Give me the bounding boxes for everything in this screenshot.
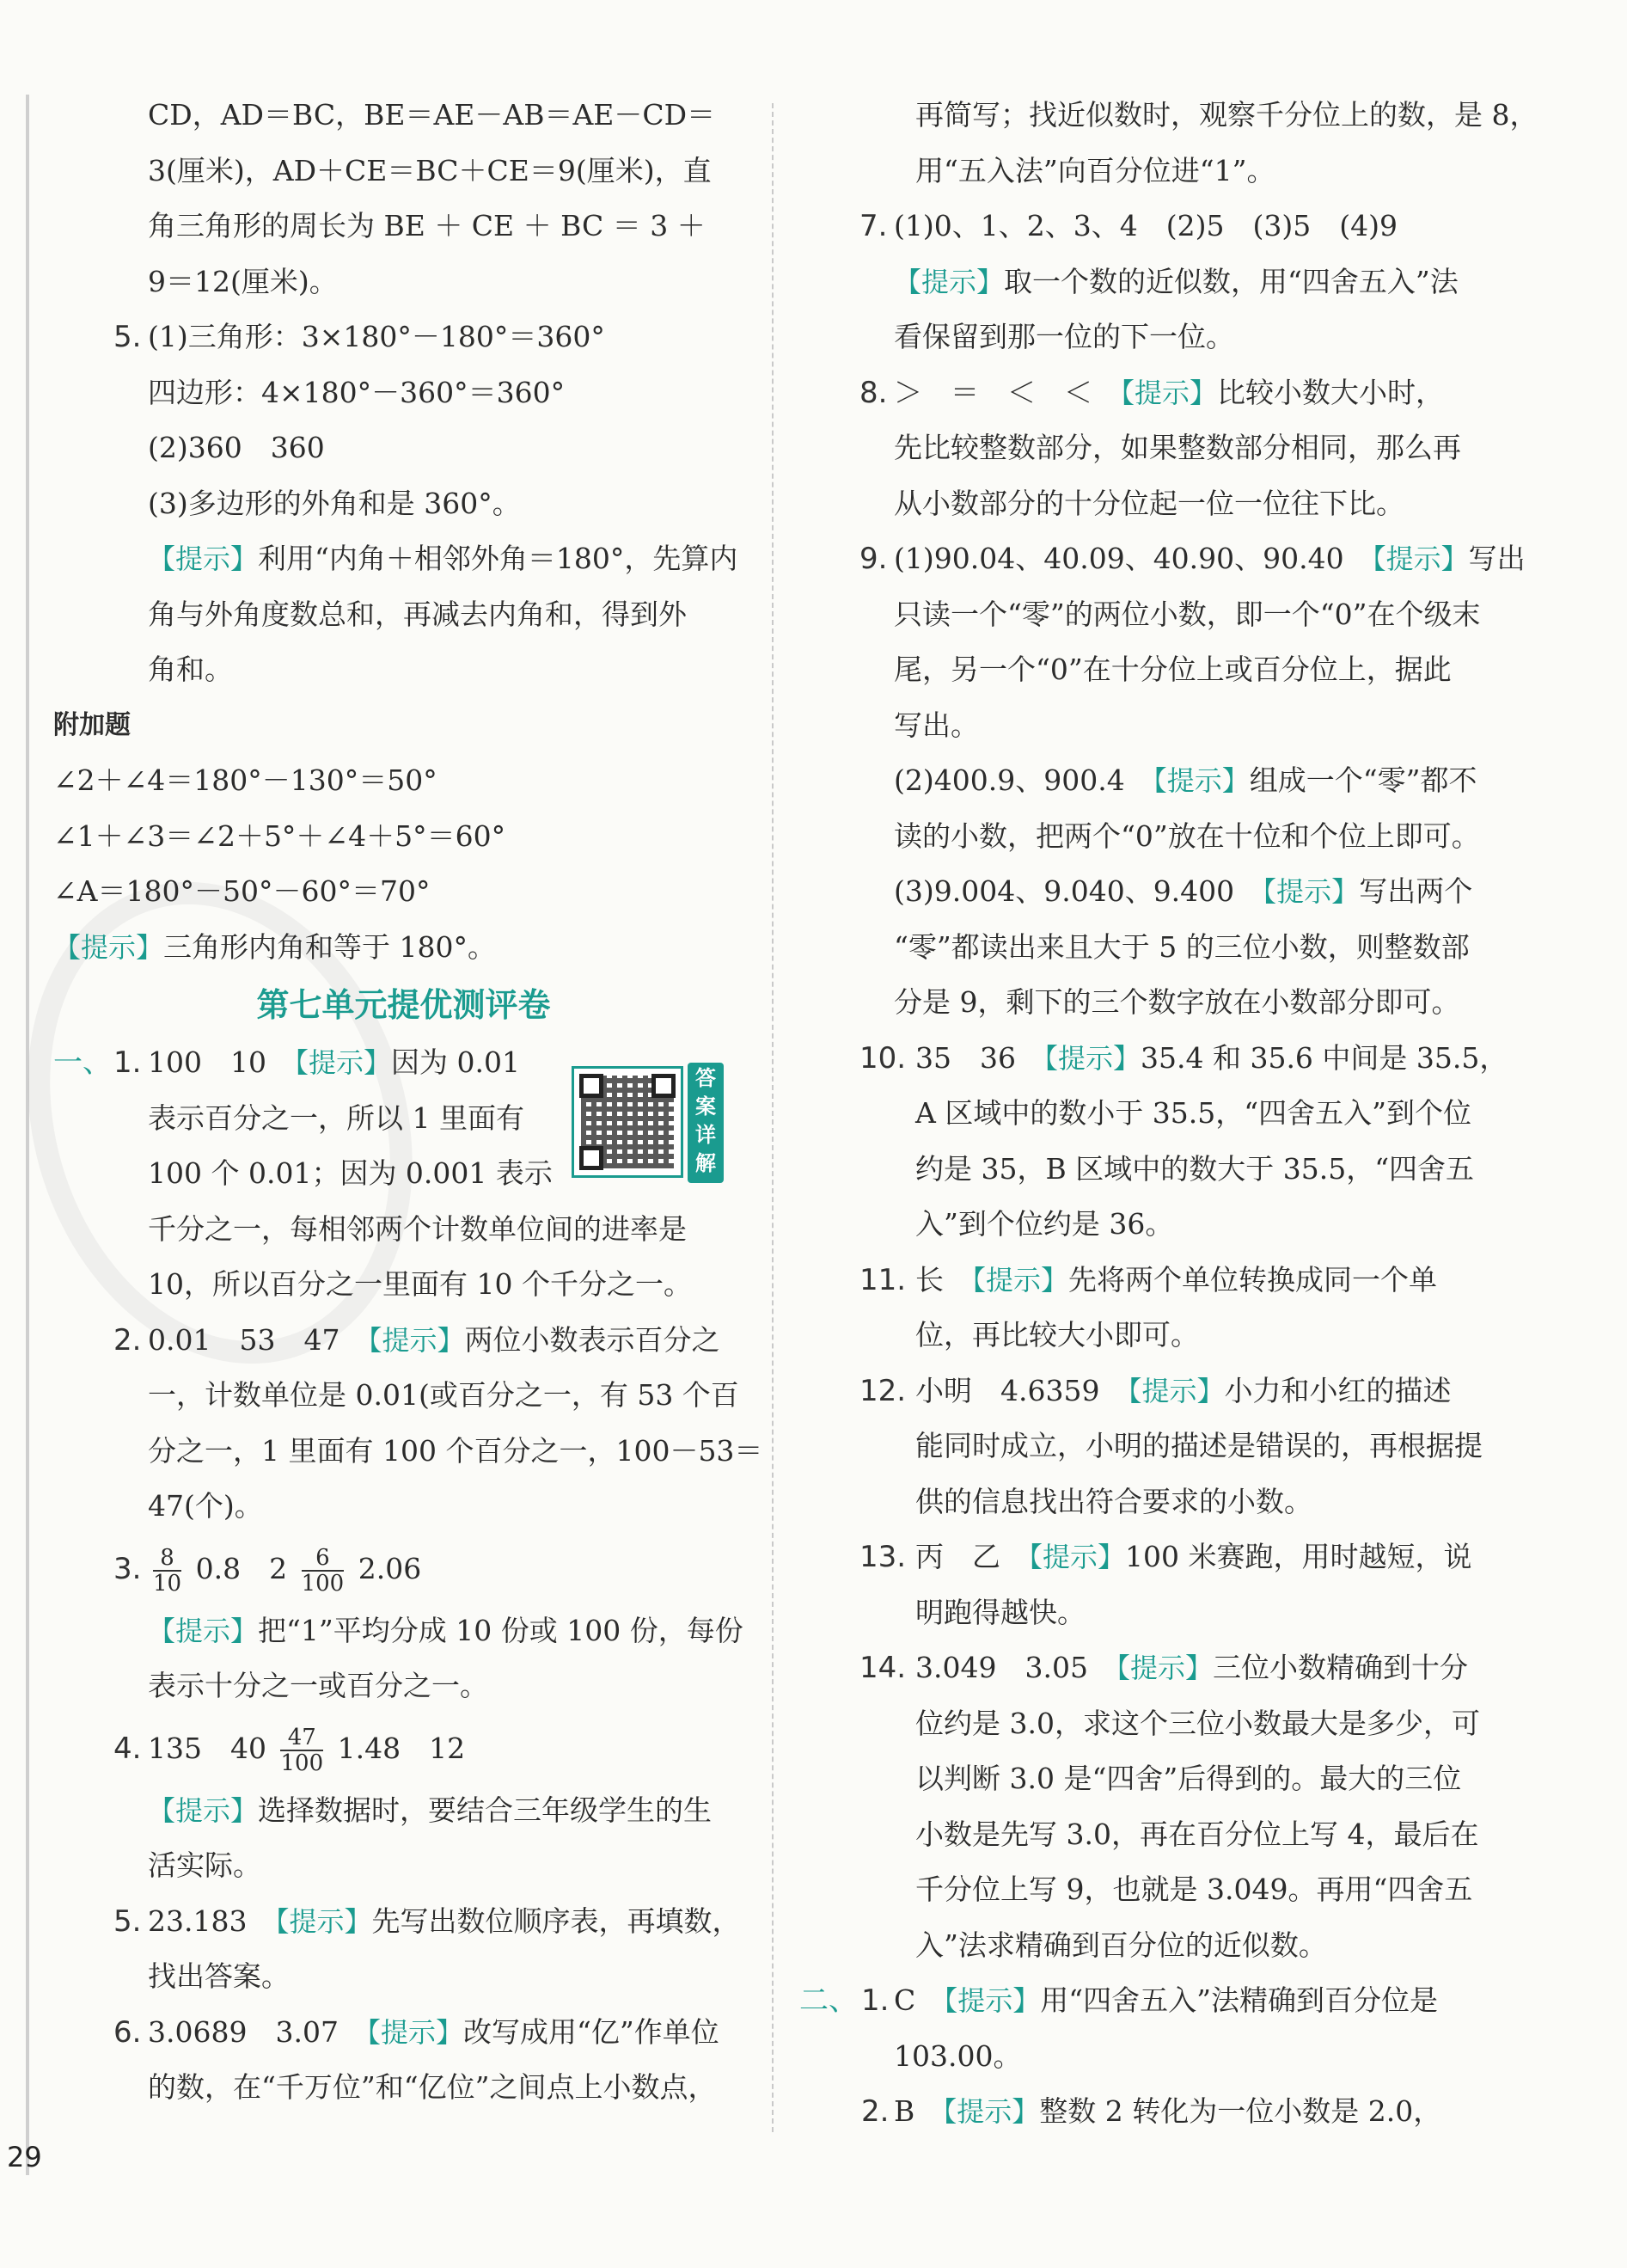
text-line: 的数，在“千万位”和“亿位”之间点上小数点， (148, 2070, 717, 2104)
hint-label: 【提示】 (944, 1984, 1041, 2017)
hint-text: 两位小数表示百分之 (464, 1322, 720, 1357)
text-line: 位，再比较大小即可。 (915, 1318, 1199, 1352)
text-line: 角和。 (148, 653, 233, 686)
text-line: 读的小数，把两个“0”放在十位和个位上即可。 (894, 818, 1480, 853)
hint-text: 把“1”平均分成 10 份或 100 份，每份 (258, 1613, 743, 1647)
question-number: 14. (859, 1651, 907, 1685)
section-number: 一、 (53, 1045, 112, 1080)
fraction (280, 1726, 323, 1775)
text-line: 入”法求精确到百分位的近似数。 (915, 1928, 1327, 1962)
hint-text: 写出两个 (1359, 874, 1473, 908)
answer-text: ＞ ＝ ＜ ＜ (894, 375, 1121, 409)
hint-text: 比较小数大小时， (1217, 375, 1445, 409)
text-line: 尾，另一个“0”在十分位上或百分位上，据此 (894, 653, 1452, 686)
question-7 (799, 199, 1495, 254)
hint-label: 【提示】 (366, 2015, 463, 2049)
hint-text: 100 米赛跑，用时越短，说 (1125, 1540, 1472, 1573)
question-number: 2. (113, 1322, 142, 1358)
hint-line (799, 753, 1495, 809)
hint-line (53, 1603, 754, 1659)
answer-text: 2.06 (358, 1551, 422, 1585)
question-2 (53, 1313, 754, 1369)
text-line: 分是 9，剩下的三个数字放在小数部分即可。 (894, 985, 1460, 1019)
text-line: 表示百分之一，所以 1 里面有 (148, 1100, 524, 1135)
hint-label: 【提示】 (148, 1614, 259, 1647)
question-number: 8. (859, 375, 888, 410)
question-number: 12. (859, 1373, 907, 1408)
answer-text: 1.48 12 (337, 1731, 466, 1765)
fraction-denominator: 10 (153, 1570, 182, 1597)
hint-label: 【提示】 (1372, 542, 1469, 575)
hint-text: 组成一个“零”都不 (1249, 763, 1477, 797)
question-number: 5. (113, 1903, 142, 1939)
text-line: 以判断 3.0 是“四舍”后得到的。最大的三位 (915, 1762, 1462, 1795)
hint-text: 因为 0.01 (391, 1045, 520, 1079)
question-number: 10. (859, 1040, 907, 1076)
section-number: 二、 (799, 1983, 858, 2018)
text-line: 3(厘米)，AD＋CE＝BC＋CE＝9(厘米)，直 (148, 153, 712, 187)
hint-label: 【提示】 (1116, 1652, 1213, 1684)
answer-text: 丙 乙 (915, 1540, 1029, 1573)
text-line: ∠A＝180°－50°－60°＝70° (53, 874, 431, 908)
text-line: 能同时成立，小明的描述是错误的，再根据提 (915, 1429, 1483, 1462)
text-line: ∠1＋∠3＝∠2＋5°＋∠4＋5°＝60° (53, 818, 506, 853)
hint-line (799, 864, 1495, 920)
answer-text: (1)三角形：3×180°－180°＝360° (148, 320, 605, 353)
question-number: 11. (859, 1262, 907, 1297)
answer-text: 35 36 (915, 1040, 1044, 1075)
section-2-question-1 (799, 1973, 1495, 2029)
text-line: 只读一个“零”的两位小数，即一个“0”在个级末 (894, 597, 1481, 631)
question-number: 7. (859, 209, 888, 243)
page-number: 29 (7, 2141, 42, 2173)
fraction-numerator: 6 (315, 1544, 330, 1571)
text-line: 入”到个位约是 36。 (915, 1207, 1174, 1241)
question-3 (53, 1535, 754, 1603)
hint-text: 三位小数精确到十分 (1212, 1651, 1468, 1684)
qr-finder (651, 1074, 676, 1098)
text-line: ∠2＋∠4＝180°－130°＝50° (53, 763, 437, 797)
text-line: CD，AD＝BC，BE＝AE－AB＝AE－CD＝ (148, 98, 716, 132)
question-number: 2. (861, 2094, 890, 2129)
text-line: 角三角形的周长为 BE ＋ CE ＋ BC ＝ 3 ＋ (148, 209, 706, 242)
hint-label: 【提示】 (294, 1046, 391, 1079)
text-line: 位约是 3.0，求这个三位小数最大是多少，可 (915, 1706, 1480, 1740)
question-number: 3. (113, 1551, 142, 1586)
question-6 (53, 2005, 754, 2061)
hint-line (799, 254, 1495, 310)
text-line: 一，计数单位是 0.01(或百分之一，有 53 个百 (148, 1378, 739, 1412)
question-number: 4. (113, 1731, 142, 1766)
text-line: 从小数部分的十分位起一位一位往下比。 (894, 486, 1404, 520)
hint-label: 【提示】 (943, 2095, 1040, 2128)
answer-text: C (894, 1983, 945, 2017)
hint-text: 写出 (1468, 542, 1526, 575)
question-8 (799, 365, 1495, 421)
text-line: (2)360 360 (148, 431, 325, 464)
hint-label: 【提示】 (894, 265, 1005, 298)
hint-label: 【提示】 (1153, 764, 1250, 797)
fraction-denominator: 100 (280, 1750, 324, 1776)
hint-text: 用“四舍五入”法精确到百分位是 (1040, 1983, 1439, 2017)
qr-finder (579, 1074, 603, 1098)
page-edge (26, 95, 29, 2175)
text-line: “零”都读出来且大于 5 的三位小数，则整数部 (894, 929, 1470, 964)
text-line: 找出答案。 (148, 1959, 290, 1993)
text-line: 小数是先写 3.0，再在百分位上写 4，最后在 (915, 1817, 1479, 1851)
unit-title: 第七单元提优测评卷 (256, 986, 551, 1024)
hint-text: 先写出数位顺序表，再填数， (371, 1903, 741, 1938)
answer-text: 小明 4.6359 (915, 1373, 1129, 1407)
hint-text: 改写成用“亿”作单位 (462, 2014, 719, 2049)
text-line: 表示十分之一或百分之一。 (148, 1669, 488, 1702)
text-line: 9＝12(厘米)。 (148, 264, 338, 298)
answer-text: 100 10 (148, 1045, 295, 1079)
answer-text: (3)9.004、9.040、9.400 (894, 874, 1263, 908)
text-line: 千分之一，每相邻两个计数单位间的进率是 (148, 1211, 687, 1246)
text-line: 供的信息找出符合要求的小数。 (915, 1484, 1312, 1518)
text-line: 10，所以百分之一里面有 10 个千分之一。 (148, 1267, 692, 1301)
hint-line (53, 531, 754, 587)
question-number: 5. (113, 320, 142, 354)
answer-text: 0.01 53 47 (148, 1322, 369, 1357)
question-11 (799, 1253, 1495, 1309)
hint-label: 【提示】 (368, 1323, 465, 1357)
fraction (153, 1546, 181, 1596)
qr-answer-label: 答案详解 (688, 1063, 724, 1183)
question-10 (799, 1031, 1508, 1087)
answer-text: B (894, 2094, 944, 2128)
text-line: 分之一，1 里面有 100 个百分之一，100－53＝ (148, 1433, 763, 1468)
hint-text: 先将两个单位转换成同一个单 (1068, 1262, 1438, 1296)
hint-text: 整数 2 转化为一位小数是 2.0， (1039, 2094, 1442, 2128)
hint-text: 35.4 和 35.6 中间是 35.5， (1141, 1040, 1508, 1075)
question-number: 6. (113, 2014, 142, 2050)
hint-line (53, 1783, 754, 1839)
text-line: 四边形：4×180°－360°＝360° (148, 375, 566, 409)
text-line: 47(个)。 (148, 1489, 263, 1523)
answer-text: 3.049 3.05 (915, 1651, 1116, 1684)
answer-text: 135 40 (148, 1731, 266, 1765)
extra-question-heading: 附加题 (53, 709, 131, 740)
answer-text: 23.183 (148, 1903, 276, 1938)
hint-label: 【提示】 (1263, 875, 1360, 908)
hint-label: 【提示】 (148, 542, 259, 575)
column-divider (772, 103, 774, 2132)
text-line: 明跑得越快。 (915, 1595, 1086, 1629)
hint-label: 【提示】 (1029, 1541, 1126, 1573)
text-line: 100 个 0.01；因为 0.001 表示 (148, 1156, 553, 1190)
question-14 (799, 1640, 1495, 1696)
text-line: 103.00。 (894, 2038, 1022, 2073)
hint-label: 【提示】 (1043, 1041, 1141, 1075)
text-line: 角与外角度数总和，再减去内角和，得到外 (148, 597, 687, 631)
hint-text: 利用“内角＋相邻外角＝180°，先算内 (258, 542, 738, 575)
hint-label: 【提示】 (1128, 1374, 1225, 1407)
qr-code[interactable] (572, 1066, 683, 1178)
text-line: 约是 35，B 区域中的数大于 35.5，“四舍五 (915, 1151, 1475, 1186)
hint-label: 【提示】 (1121, 376, 1218, 409)
fraction (302, 1546, 345, 1596)
question-number: 9. (859, 542, 888, 576)
hint-label: 【提示】 (972, 1263, 1069, 1296)
answer-text: 0.8 2 (195, 1551, 288, 1585)
answer-text: 长 (915, 1262, 972, 1296)
hint-line (53, 920, 754, 976)
text-line: 写出。 (894, 708, 979, 742)
fraction-denominator: 100 (301, 1570, 345, 1597)
hint-text: 小力和小红的描述 (1224, 1373, 1452, 1407)
hint-text: 选择数据时，要结合三年级学生的生 (258, 1793, 713, 1827)
text-line: 先比较整数部分，如果整数部分相同，那么再 (894, 431, 1461, 464)
fraction-numerator: 8 (160, 1544, 174, 1571)
qr-finder (579, 1146, 603, 1170)
text-line: 千分位上写 9，也就是 3.049。再用“四舍五 (915, 1873, 1473, 1906)
hint-label: 【提示】 (148, 1793, 259, 1827)
text-line: (3)多边形的外角和是 360°。 (148, 486, 521, 520)
question-5b (53, 1894, 754, 1950)
question-5 (53, 310, 754, 365)
text-line: 再简写；找近似数时，观察千分位上的数，是 8， (915, 98, 1538, 132)
text-line: 活实际。 (148, 1848, 261, 1882)
text-line: 用“五入法”向百分位进“1”。 (915, 153, 1275, 187)
question-4 (53, 1714, 754, 1783)
section-2-question-2 (799, 2084, 1495, 2140)
question-9 (799, 531, 1526, 587)
text-line: A 区域中的数小于 35.5，“四舍五入”到个位 (915, 1096, 1472, 1130)
question-12 (799, 1364, 1495, 1419)
question-number: 13. (859, 1540, 907, 1574)
hint-text: 三角形内角和等于 180°。 (163, 929, 496, 964)
hint-label: 【提示】 (275, 1904, 372, 1938)
question-number: 1. (113, 1045, 142, 1080)
right-column (799, 88, 1538, 2140)
fraction-numerator: 47 (287, 1724, 316, 1750)
answer-text: (2)400.9、900.4 (894, 763, 1153, 797)
hint-label: 【提示】 (53, 930, 164, 964)
question-number: 1. (861, 1983, 890, 2018)
answer-text: 3.0689 3.07 (148, 2014, 367, 2049)
hint-text: 取一个数的近似数，用“四舍五入”法 (1004, 264, 1459, 298)
text-line: 看保留到那一位的下一位。 (894, 320, 1234, 353)
question-13 (799, 1529, 1495, 1585)
answer-text: (1)0、1、2、3、4 (2)5 (3)5 (4)9 (894, 209, 1398, 242)
answer-text: (1)90.04、40.09、40.90、90.40 (894, 542, 1373, 575)
